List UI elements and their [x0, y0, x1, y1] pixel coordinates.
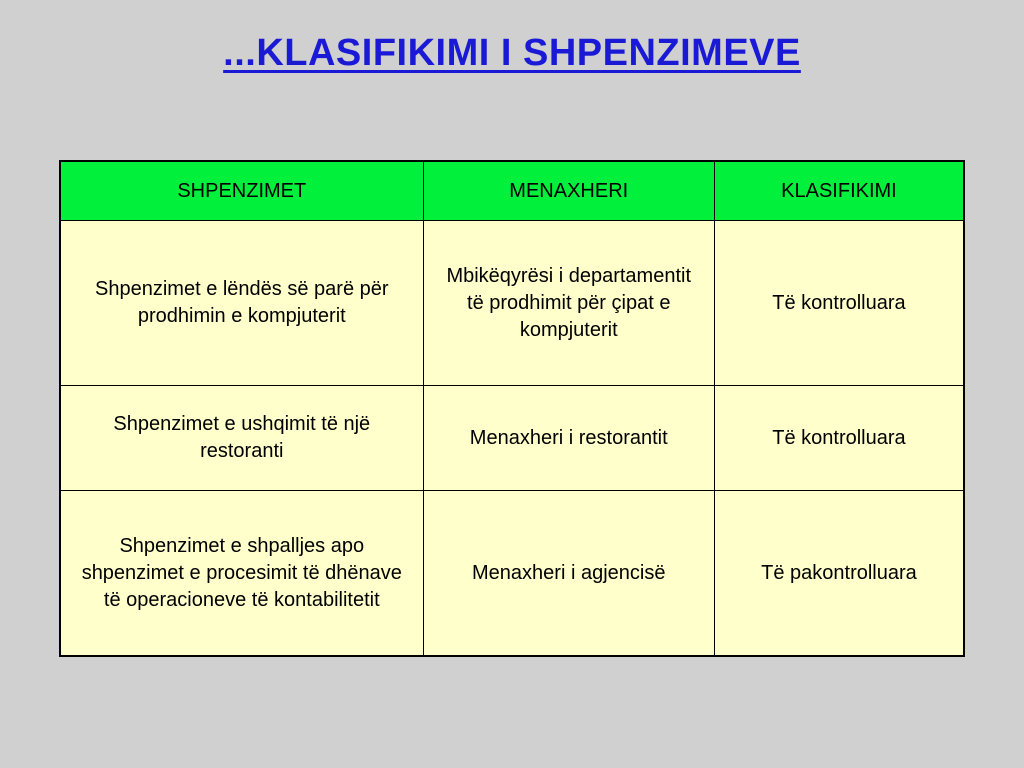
cell-classification: Të kontrolluara: [714, 221, 964, 386]
header-expenses: SHPENZIMET: [60, 161, 423, 221]
cell-manager: Menaxheri i restorantit: [423, 386, 714, 491]
cell-manager: Menaxheri i agjencisë: [423, 491, 714, 657]
cell-expense: Shpenzimet e lëndës së parë për prodhimin e kompjuterit: [60, 221, 423, 386]
table-row: [60, 491, 964, 657]
table-row: [60, 221, 964, 386]
cell-expense: Shpenzimet e ushqimit të një restoranti: [60, 386, 423, 491]
table-header-row: [60, 161, 964, 221]
cell-classification: Të kontrolluara: [714, 386, 964, 491]
slide-title: ...KLASIFIKIMI I SHPENZIMEVE: [223, 32, 801, 74]
header-classification: KLASIFIKIMI: [714, 161, 964, 221]
header-manager: MENAXHERI: [423, 161, 714, 221]
expense-classification-table: [59, 160, 965, 657]
cell-manager: Mbikëqyrësi i departamentit të prodhimit për çipat e kompjuterit: [423, 221, 714, 386]
cell-expense: Shpenzimet e shpalljes apo shpenzimet e procesimit të dhënave të operacioneve të kontabilitetit: [60, 491, 423, 657]
table-row: [60, 386, 964, 491]
cell-classification: Të pakontrolluara: [714, 491, 964, 657]
